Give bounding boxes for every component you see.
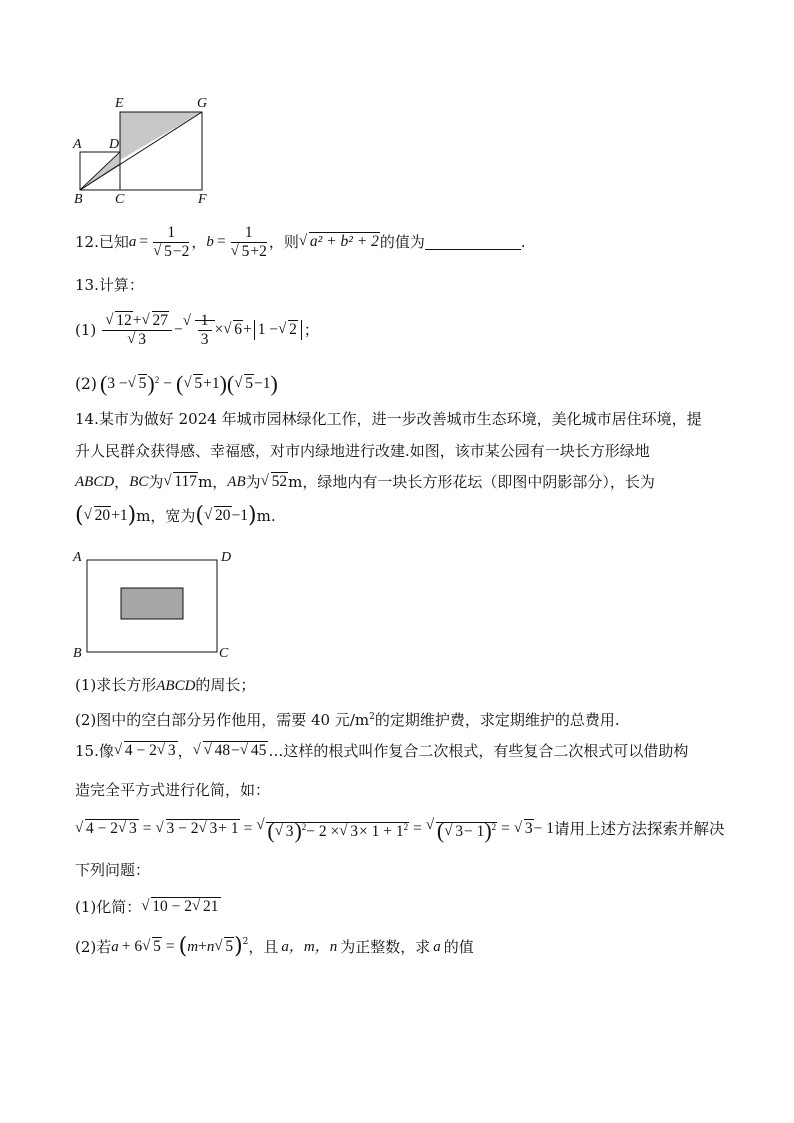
q12-b-sqrt: √ 5 bbox=[232, 243, 251, 261]
q12-period: . bbox=[520, 233, 526, 251]
q12-a-sqrt: √ 5 bbox=[154, 243, 173, 261]
q13-p1-sqrt-frac: √ $\frac{1}{3}$ bbox=[184, 312, 215, 349]
q13-p1-label: (1) bbox=[75, 321, 97, 339]
q15-line2: 造完全平方式进行化简，如： bbox=[75, 781, 271, 799]
q12-eq1: = bbox=[139, 233, 149, 250]
q14-line4: ( √ 20 +1 ) m，宽为 ( √ 20 −1 ) m. bbox=[75, 506, 276, 526]
q13-p1-fraction: √ 12+√ 27 √ 3 bbox=[102, 312, 172, 349]
q15-line4: 下列问题： bbox=[75, 861, 151, 879]
q12-a-numerator: 1 bbox=[153, 224, 189, 243]
q15-example-equation: √ 4 − 2√ 3 = √ 3 − 2√ 3+ 1 = √ (√ 3)$^2$− 2 ×√ $3\times 1 + 1^2$ = √ (√ 3− 1)$^2$ = √ 3 − 1 请用上述方法探索并解决 bbox=[75, 814, 725, 844]
q13-p1-end: ； bbox=[303, 321, 319, 339]
q12-b-numerator: 1 bbox=[231, 224, 267, 243]
fig1-label-b: B bbox=[74, 192, 83, 207]
fig2-label-c: C bbox=[219, 646, 229, 661]
fig1-label-f: F bbox=[198, 192, 207, 207]
q12-b: b bbox=[206, 234, 214, 250]
q14-line3: ABCD ， BC 为 √ 117 m， AB 为 √ 52 m，绿地内有一块长方形花坛（即图中阴影部分），长为 bbox=[75, 472, 655, 492]
q13-p1-plus: + bbox=[243, 321, 252, 338]
q13-part2: (2) ( 3 − √ 5 ) $^2$ − ( √ 5 +1 ) ( √ 5 −1 ) bbox=[75, 370, 278, 398]
q12-answer-blank[interactable] bbox=[425, 235, 521, 250]
shaded-region-lower bbox=[80, 152, 120, 190]
figure-rectangle-abcd bbox=[70, 548, 240, 663]
q15-sub2: (2)若 a + 6 √ 5 = ( m + n √ 5 ) $^2$ ，且 a，m，n 为正整数，求 a 的值 bbox=[75, 932, 474, 962]
fig1-label-d: D bbox=[109, 137, 120, 152]
q15-line1: 15.像 √ 4 − 2√ 3 ， √ √ 48−√ 45 …这样的根式叫作复合二次根式，有些复合二次根式可以借助构 bbox=[75, 741, 688, 761]
fig1-label-g: G bbox=[197, 96, 208, 111]
q13-p1-sqrt6: √ 6 bbox=[224, 320, 243, 340]
q12-b-fraction: 1 √ 5+2 bbox=[231, 224, 267, 261]
q12-expr-sqrt: √ a² + b² + 2 bbox=[300, 232, 380, 252]
fig1-label-e: E bbox=[115, 96, 124, 111]
fig2-label-a: A bbox=[73, 550, 82, 565]
shaded-region bbox=[120, 112, 202, 160]
question-12 bbox=[75, 222, 526, 262]
q12-comma: ， bbox=[191, 233, 207, 251]
q13-p1-abs: 1 −√ 2 bbox=[254, 320, 302, 340]
q12-then: ，则 bbox=[268, 233, 299, 251]
q13-p1-times: × bbox=[214, 321, 224, 338]
q13-title: 13.计算： bbox=[75, 276, 144, 294]
q12-value-text: 的值为 bbox=[379, 233, 425, 251]
q12-a-fraction: 1 √ 5−2 bbox=[153, 224, 189, 261]
q12-prefix: 12.已知 bbox=[75, 233, 129, 251]
q13-p2-label: (2) bbox=[75, 375, 97, 393]
fig1-label-a: A bbox=[73, 137, 82, 152]
q14-line2: 升人民群众获得感、幸福感，对市内绿地进行改建.如图，该市某公园有一块长方形绿地 bbox=[75, 442, 650, 460]
q14-sub1: (1)求长方形ABCD的周长； bbox=[75, 676, 256, 694]
q12-a: a bbox=[128, 234, 137, 250]
q14-line1: 14.某市为做好 2024 年城市园林绿化工作，进一步改善城市生态环境，美化城市居住环境，提 bbox=[75, 410, 702, 428]
fig2-label-d: D bbox=[221, 550, 232, 565]
fig2-label-b: B bbox=[73, 646, 82, 661]
q14-sub2: (2)图中的空白部分另作他用，需要 40 元$/m^2$的定期维护费，求定期维护的总费用. bbox=[75, 711, 620, 729]
shaded-flowerbed bbox=[121, 588, 183, 619]
q13-part1 bbox=[75, 308, 319, 352]
q15-sub1: (1)化简： √ 10 − 2√ 21 bbox=[75, 897, 221, 917]
fig1-label-c: C bbox=[115, 192, 125, 207]
q13-p1-minus: − bbox=[174, 321, 183, 338]
q12-eq2: = bbox=[216, 233, 226, 250]
